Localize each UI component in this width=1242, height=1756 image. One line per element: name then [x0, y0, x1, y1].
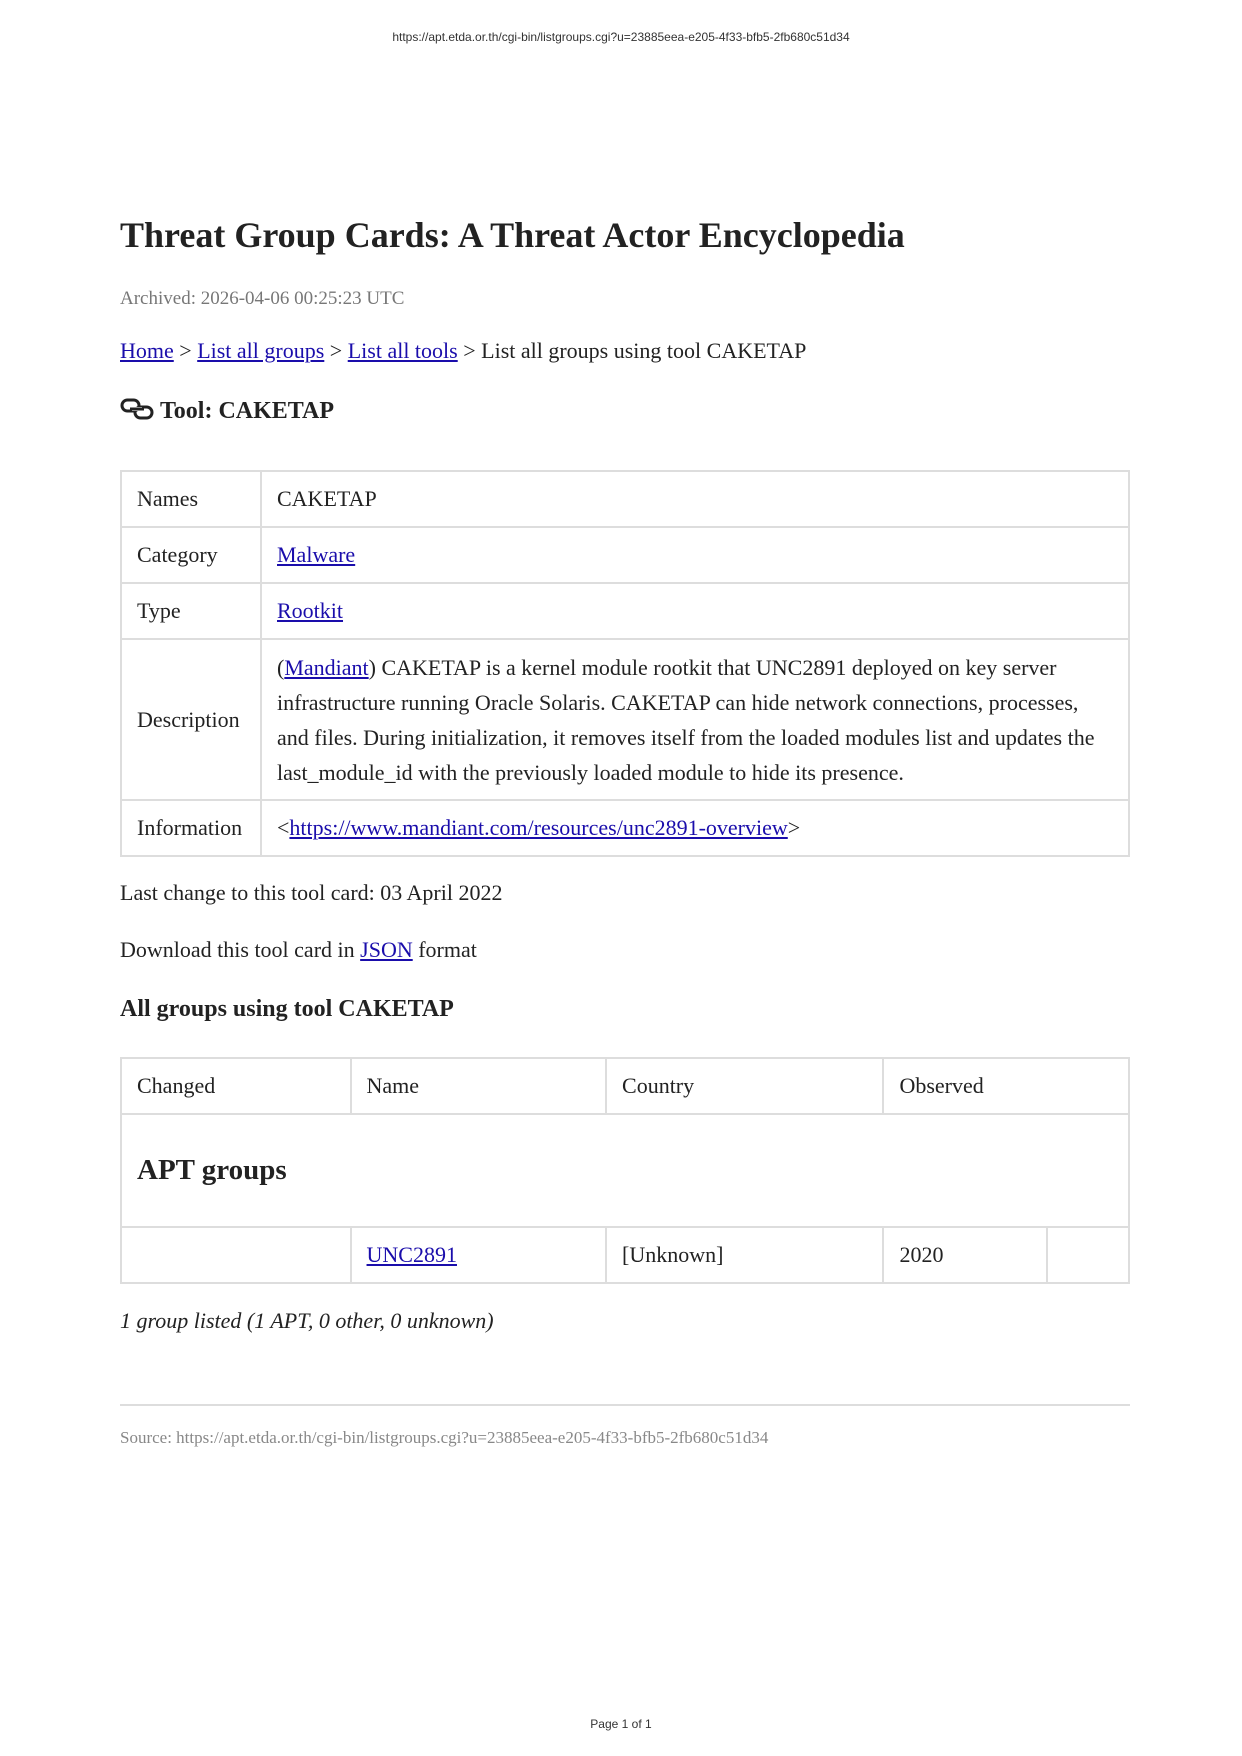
column-header-changed: Changed [121, 1058, 351, 1114]
groups-heading: All groups using tool CAKETAP [120, 996, 454, 1022]
type-label: Type [121, 583, 261, 639]
column-header-observed: Observed [883, 1058, 1129, 1114]
section-title: APT groups [121, 1114, 1129, 1227]
breadcrumb-separator: > [457, 338, 482, 363]
page-number: Page 1 of 1 [590, 1717, 652, 1731]
section-row [121, 1114, 1129, 1227]
empty-cell [1047, 1227, 1129, 1283]
last-change-text: Last change to this tool card: 03 April 2022 [120, 880, 503, 905]
tool-heading [120, 398, 334, 425]
breadcrumb-separator: > [324, 338, 348, 363]
tool-heading-text: Tool: CAKETAP [160, 398, 335, 424]
tool-info-table [120, 470, 1130, 857]
page-title: Threat Group Cards: A Threat Actor Encyclopedia [120, 215, 905, 255]
breadcrumb-list-tools-link[interactable]: List all tools [347, 338, 458, 363]
table-header-row [121, 1058, 1129, 1114]
download-prefix: Download this tool card in [120, 937, 361, 962]
names-label: Names [121, 471, 261, 527]
changed-cell [121, 1227, 351, 1283]
information-link[interactable]: https://www.mandiant.com/resources/unc2891-overview [289, 815, 788, 840]
group-link[interactable]: UNC2891 [366, 1242, 457, 1267]
observed-cell: 2020 [883, 1227, 1047, 1283]
names-value: CAKETAP [261, 471, 1129, 527]
table-row [121, 800, 1129, 856]
breadcrumb-home-link[interactable]: Home [120, 338, 174, 363]
json-download-link[interactable]: JSON [360, 937, 413, 962]
groups-summary: 1 group listed (1 APT, 0 other, 0 unknown) [120, 1308, 494, 1333]
information-label: Information [121, 800, 261, 856]
description-text: ) CAKETAP is a kernel module rootkit that UNC2891 deployed on key server infrastructure running Oracle Solaris. CAKETAP can hide network connections, processes, and files. During initialization, it removes itself from the loaded modules list and updates the last_module_id with the previously loaded module to hide its presence. [277, 654, 1095, 785]
country-cell: [Unknown] [606, 1227, 883, 1283]
groups-table [120, 1057, 1130, 1284]
type-cell [261, 583, 1129, 639]
breadcrumb-current: List all groups using tool CAKETAP [481, 338, 807, 363]
download-suffix: format [412, 937, 477, 962]
download-line [120, 937, 477, 963]
breadcrumb-list-groups-link[interactable]: List all groups [197, 338, 325, 363]
category-cell [261, 527, 1129, 583]
divider [120, 1404, 1130, 1406]
category-label: Category [121, 527, 261, 583]
description-cell [261, 639, 1129, 800]
archived-timestamp: Archived: 2026-04-06 00:25:23 UTC [120, 288, 405, 309]
link-icon [120, 398, 154, 420]
column-header-name: Name [351, 1058, 606, 1114]
information-cell [261, 800, 1129, 856]
table-row [121, 1227, 1129, 1283]
column-header-country: Country [606, 1058, 883, 1114]
name-cell [351, 1227, 606, 1283]
description-source-link[interactable]: Mandiant [284, 654, 369, 680]
breadcrumb [120, 338, 806, 364]
info-open-bracket: < [277, 815, 290, 840]
table-row [121, 527, 1129, 583]
table-row [121, 583, 1129, 639]
print-header-url: https://apt.etda.or.th/cgi-bin/listgroups.cgi?u=23885eea-e205-4f33-bfb5-2fb680c51d34 [392, 30, 850, 44]
category-link[interactable]: Malware [277, 542, 356, 567]
breadcrumb-separator: > [173, 338, 198, 363]
source-text: Source: https://apt.etda.or.th/cgi-bin/listgroups.cgi?u=23885eea-e205-4f33-bfb5-2fb680c51d34 [120, 1428, 769, 1447]
description-label: Description [121, 639, 261, 800]
table-row [121, 639, 1129, 800]
info-close-bracket: > [787, 815, 801, 840]
type-link[interactable]: Rootkit [277, 598, 344, 623]
description-paren: ( [277, 654, 285, 680]
table-row [121, 471, 1129, 527]
